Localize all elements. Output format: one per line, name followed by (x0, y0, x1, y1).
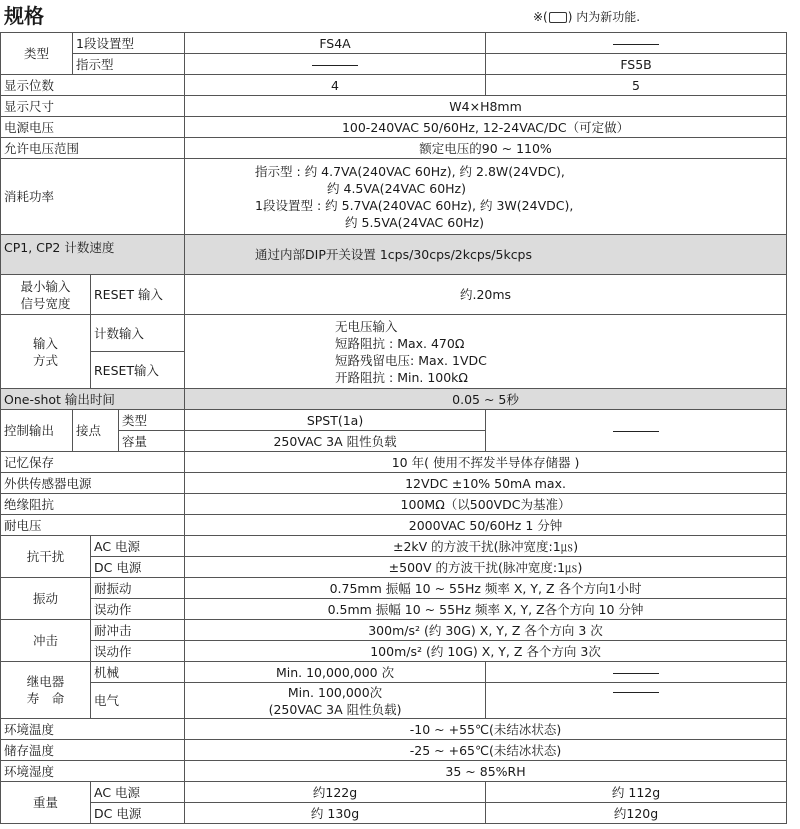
table-row-storage-temp: 储存温度 -25 ~ +65℃(未结冰状态) (1, 740, 787, 761)
table-row-min-input: 最小输入 信号宽度 RESET 输入 约.20ms (1, 275, 787, 315)
table-row-relay-2: 电气 Min. 100,000次 (250VAC 3A 阻性负载) (1, 683, 787, 719)
table-row-type-1 (1, 33, 787, 54)
type-sub-indicator: 指示型 (73, 54, 185, 75)
table-row-shock-1: 冲击 耐冲击 300m/s² (约 30G) X, Y, Z 各个方向 3 次 (1, 620, 787, 641)
table-row-input-mode-2: RESET输入 (1, 352, 787, 389)
table-row-noise-dc: DC 电源 ±500V 的方波干扰(脉冲宽度:1㎲) (1, 557, 787, 578)
table-row-digits: 显示位数 4 5 (1, 75, 787, 96)
table-row-relay-1: 继电器 寿 命 机械 Min. 10,000,000 次 (1, 662, 787, 683)
table-row-size: 显示尺寸 W4×H8mm (1, 96, 787, 117)
table-row-control-1: 控制输出 接点 类型 SPST(1a) (1, 410, 787, 431)
table-row-consumption: 消耗功率 指示型 : 约 4.7VA(240VAC 60Hz), 约 2.8W(24VDC), 约 4.5VA(24VAC 60Hz) 1段设置型 : 约 5.7VA(240VAC 60Hz), 约 3W(24VDC), 约 5.5VA(24VAC 60Hz) (1, 159, 787, 235)
table-row-control-2: 容量 250VAC 3A 阻性负载 (1, 431, 787, 452)
not-applicable-dash (613, 692, 659, 693)
table-row-vibration-1: 振动 耐振动 0.75mm 振幅 10 ~ 55Hz 频率 X, Y, Z 各个方向1小时 (1, 578, 787, 599)
table-row-weight-ac: 重量 AC 电源 约122g 约 112g (1, 782, 787, 803)
spec-table (0, 32, 787, 824)
type-fs4a: FS4A (185, 33, 486, 54)
type-label: 类型 (1, 33, 73, 75)
table-row-voltage-range: 允许电压范围 额定电压的90 ~ 110% (1, 138, 787, 159)
new-feature-box-icon (549, 12, 567, 23)
type-fs5b: FS5B (486, 54, 787, 75)
table-row-shock-2: 误动作 100m/s² (约 10G) X, Y, Z 各个方向 3次 (1, 641, 787, 662)
table-row-vibration-2: 误动作 0.5mm 振幅 10 ~ 55Hz 频率 X, Y, Z各个方向 10 分钟 (1, 599, 787, 620)
table-row-humidity: 环境湿度 35 ~ 85%RH (1, 761, 787, 782)
table-row-insulation: 绝缘阻抗 100MΩ（以500VDC为基准） (1, 494, 787, 515)
table-row-dielectric: 耐电压 2000VAC 50/60Hz 1 分钟 (1, 515, 787, 536)
table-row-count-speed: CP1, CP2 计数速度 通过内部DIP开关设置 1cps/30cps/2kcps/5kcps (1, 235, 787, 275)
table-row-ambient-temp: 环境温度 -10 ~ +55℃(未结冰状态) (1, 719, 787, 740)
table-row-power: 电源电压 100-240VAC 50/60Hz, 12-24VAC/DC（可定做） (1, 117, 787, 138)
table-row-weight-dc: DC 电源 约 130g 约120g (1, 803, 787, 824)
table-row-oneshot: One-shot 输出时间 0.05 ~ 5秒 (1, 389, 787, 410)
not-applicable-dash (613, 431, 659, 432)
table-row-noise-ac: 抗干扰 AC 电源 ±2kV 的方波干扰(脉冲宽度:1㎲) (1, 536, 787, 557)
new-feature-note: ※( ) 内为新功能. (533, 10, 641, 24)
table-row-memory: 记忆保存 10 年( 使用不挥发半导体存储器 ) (1, 452, 787, 473)
not-applicable-dash (613, 44, 659, 45)
type-sub-setting: 1段设置型 (73, 33, 185, 54)
not-applicable-dash (312, 65, 358, 66)
table-row-type-2 (1, 54, 787, 75)
table-row-sensor: 外供传感器电源 12VDC ±10% 50mA max. (1, 473, 787, 494)
page-title: 规格 (4, 4, 44, 28)
not-applicable-dash (613, 673, 659, 674)
table-row-input-mode-1: 输入 方式 计数输入 无电压输入 短路阻抗 : Max. 470Ω 短路残留电压: Max. 1VDC 开路阻抗 : Min. 100kΩ (1, 315, 787, 352)
